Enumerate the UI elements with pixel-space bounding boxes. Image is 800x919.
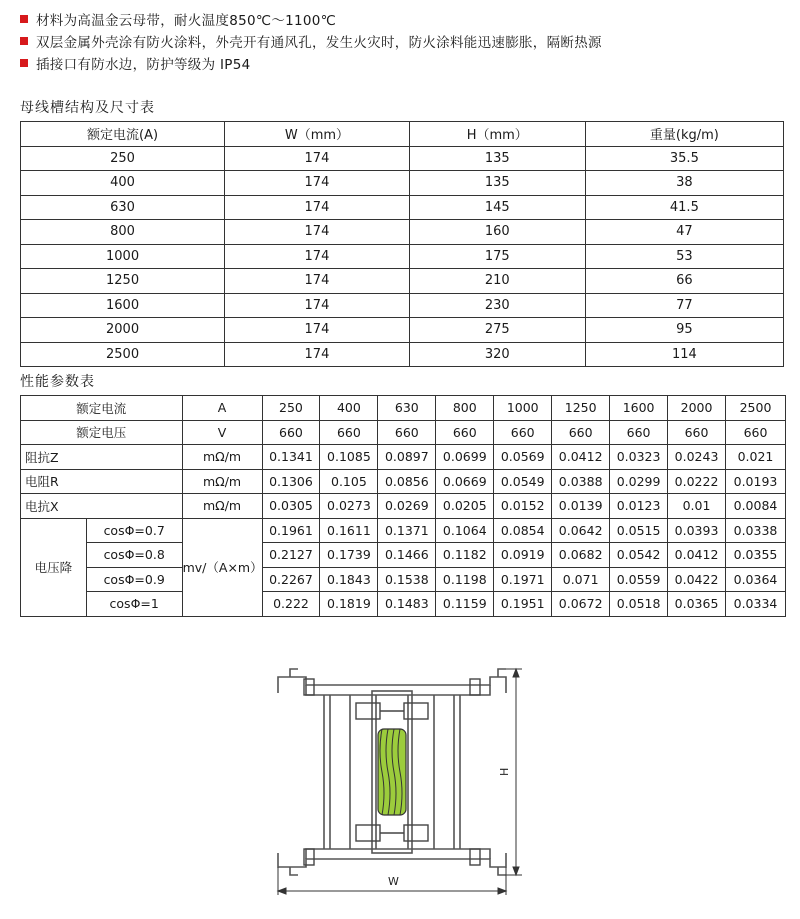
table-cell: 174 bbox=[225, 318, 410, 343]
table-row bbox=[21, 469, 786, 494]
table-cell: 53 bbox=[585, 244, 783, 269]
table-row bbox=[21, 293, 784, 318]
table-cell: 0.0139 bbox=[552, 494, 610, 519]
table-cell: 0.0699 bbox=[436, 445, 494, 470]
bullet-square-icon bbox=[20, 15, 28, 23]
table-cell: 0.1182 bbox=[436, 543, 494, 568]
column-header: H（mm） bbox=[409, 122, 585, 147]
table-cell: 174 bbox=[225, 269, 410, 294]
table-cell: 0.0569 bbox=[494, 445, 552, 470]
table-row bbox=[21, 146, 784, 171]
table-row bbox=[21, 220, 784, 245]
table-cell: 1000 bbox=[494, 396, 552, 421]
table-cell: 660 bbox=[668, 420, 726, 445]
structure-size-table bbox=[20, 121, 784, 367]
unit-cell: V bbox=[182, 420, 262, 445]
table-cell: 174 bbox=[225, 146, 410, 171]
table-cell: 0.0897 bbox=[378, 445, 436, 470]
table-row bbox=[21, 396, 786, 421]
table-cell: 1600 bbox=[21, 293, 225, 318]
table-cell: 0.0542 bbox=[610, 543, 668, 568]
table-cell: 0.0205 bbox=[436, 494, 494, 519]
table-row bbox=[21, 171, 784, 196]
feature-text: 插接口有防水边，防护等级为 IP54 bbox=[36, 57, 251, 73]
table-cell: 800 bbox=[436, 396, 494, 421]
table-cell: 0.0123 bbox=[610, 494, 668, 519]
table-cell: 175 bbox=[409, 244, 585, 269]
table-cell: 135 bbox=[409, 146, 585, 171]
table-cell: 0.0412 bbox=[552, 445, 610, 470]
table-cell: 275 bbox=[409, 318, 585, 343]
table-cell: 0.0243 bbox=[668, 445, 726, 470]
table-cell: 660 bbox=[378, 420, 436, 445]
unit-cell: mv/（A×m） bbox=[182, 518, 262, 616]
table-cell: 0.0222 bbox=[668, 469, 726, 494]
table-row bbox=[21, 445, 786, 470]
feature-item bbox=[20, 8, 602, 30]
table-cell: 0.1483 bbox=[378, 592, 436, 617]
height-label: H bbox=[498, 767, 511, 776]
row-label: 阻抗Z bbox=[21, 445, 183, 470]
table-cell: 174 bbox=[225, 220, 410, 245]
table-cell: 0.0388 bbox=[552, 469, 610, 494]
table-cell: 41.5 bbox=[585, 195, 783, 220]
performance-table bbox=[20, 395, 786, 617]
table-cell: 400 bbox=[21, 171, 225, 196]
row-label: 额定电流 bbox=[21, 396, 183, 421]
table-cell: 0.0364 bbox=[726, 567, 786, 592]
table-cell: 0.01 bbox=[668, 494, 726, 519]
table-row bbox=[21, 543, 786, 568]
table-cell: 0.105 bbox=[320, 469, 378, 494]
table-cell: 0.0152 bbox=[494, 494, 552, 519]
table-row bbox=[21, 420, 786, 445]
table-cell: 0.0334 bbox=[726, 592, 786, 617]
table-cell: 630 bbox=[21, 195, 225, 220]
table-cell: 0.0672 bbox=[552, 592, 610, 617]
table-cell: 174 bbox=[225, 293, 410, 318]
table-cell: 0.1961 bbox=[262, 518, 320, 543]
table-cell: 66 bbox=[585, 269, 783, 294]
performance-table-title: 性能参数表 bbox=[20, 374, 95, 390]
table-cell: 0.2127 bbox=[262, 543, 320, 568]
feature-text: 双层金属外壳涂有防火涂料，外壳开有通风孔，发生火灾时，防火涂料能迅速膨胀，隔断热源 bbox=[36, 35, 602, 51]
table-cell: 1000 bbox=[21, 244, 225, 269]
table-cell: 0.1371 bbox=[378, 518, 436, 543]
table-cell: 0.1159 bbox=[436, 592, 494, 617]
table-cell: 0.0084 bbox=[726, 494, 786, 519]
table-row bbox=[21, 518, 786, 543]
feature-item bbox=[20, 52, 602, 74]
table-cell: 0.1971 bbox=[494, 567, 552, 592]
table-row bbox=[21, 494, 786, 519]
bullet-square-icon bbox=[20, 37, 28, 45]
table-cell: 2500 bbox=[726, 396, 786, 421]
table-cell: 0.0365 bbox=[668, 592, 726, 617]
table-cell: 0.0193 bbox=[726, 469, 786, 494]
column-header: 额定电流(A) bbox=[21, 122, 225, 147]
table-cell: 0.0412 bbox=[668, 543, 726, 568]
table-cell: 2000 bbox=[668, 396, 726, 421]
table-cell: 0.1064 bbox=[436, 518, 494, 543]
row-label: 电阻R bbox=[21, 469, 183, 494]
table-cell: 0.0393 bbox=[668, 518, 726, 543]
table-cell: 1250 bbox=[21, 269, 225, 294]
table-cell: 0.1466 bbox=[378, 543, 436, 568]
table-cell: 0.0269 bbox=[378, 494, 436, 519]
table-cell: 660 bbox=[320, 420, 378, 445]
feature-text: 材料为高温金云母带，耐火温度850℃～1100℃ bbox=[36, 13, 337, 29]
table-cell: 0.0549 bbox=[494, 469, 552, 494]
table-row bbox=[21, 342, 784, 367]
width-label: W bbox=[388, 875, 399, 888]
table-cell: 135 bbox=[409, 171, 585, 196]
table-cell: 0.1341 bbox=[262, 445, 320, 470]
table-row bbox=[21, 592, 786, 617]
table-cell: 114 bbox=[585, 342, 783, 367]
table-cell: 0.021 bbox=[726, 445, 786, 470]
table-cell: 660 bbox=[726, 420, 786, 445]
table-cell: 174 bbox=[225, 195, 410, 220]
column-header: W（mm） bbox=[225, 122, 410, 147]
table-cell: 0.0515 bbox=[610, 518, 668, 543]
table-cell: 0.1739 bbox=[320, 543, 378, 568]
table-cell: 95 bbox=[585, 318, 783, 343]
table-cell: 0.1951 bbox=[494, 592, 552, 617]
power-factor-label: cosΦ=0.8 bbox=[86, 543, 182, 568]
table-cell: 0.0669 bbox=[436, 469, 494, 494]
table-cell: 800 bbox=[21, 220, 225, 245]
structure-table-title: 母线槽结构及尺寸表 bbox=[20, 100, 155, 116]
table-cell: 660 bbox=[552, 420, 610, 445]
table-cell: 0.0518 bbox=[610, 592, 668, 617]
unit-cell: A bbox=[182, 396, 262, 421]
table-cell: 0.1085 bbox=[320, 445, 378, 470]
power-factor-label: cosΦ=0.7 bbox=[86, 518, 182, 543]
table-cell: 210 bbox=[409, 269, 585, 294]
table-cell: 0.0355 bbox=[726, 543, 786, 568]
table-cell: 174 bbox=[225, 342, 410, 367]
power-factor-label: cosΦ=1 bbox=[86, 592, 182, 617]
unit-cell: mΩ/m bbox=[182, 469, 262, 494]
table-cell: 0.071 bbox=[552, 567, 610, 592]
table-cell: 1250 bbox=[552, 396, 610, 421]
table-cell: 2000 bbox=[21, 318, 225, 343]
table-cell: 174 bbox=[225, 171, 410, 196]
voltage-drop-label: 电压降 bbox=[21, 518, 87, 616]
table-cell: 38 bbox=[585, 171, 783, 196]
table-cell: 174 bbox=[225, 244, 410, 269]
table-header-row bbox=[21, 122, 784, 147]
table-cell: 0.0323 bbox=[610, 445, 668, 470]
table-cell: 0.0299 bbox=[610, 469, 668, 494]
table-cell: 145 bbox=[409, 195, 585, 220]
mica-insulation-icon bbox=[378, 729, 406, 815]
table-cell: 320 bbox=[409, 342, 585, 367]
table-cell: 0.0856 bbox=[378, 469, 436, 494]
table-cell: 230 bbox=[409, 293, 585, 318]
table-cell: 160 bbox=[409, 220, 585, 245]
table-cell: 47 bbox=[585, 220, 783, 245]
table-cell: 2500 bbox=[21, 342, 225, 367]
table-cell: 0.0682 bbox=[552, 543, 610, 568]
unit-cell: mΩ/m bbox=[182, 494, 262, 519]
row-label: 电抗X bbox=[21, 494, 183, 519]
table-cell: 0.0338 bbox=[726, 518, 786, 543]
table-cell: 0.222 bbox=[262, 592, 320, 617]
column-header: 重量(kg/m) bbox=[585, 122, 783, 147]
table-cell: 1600 bbox=[610, 396, 668, 421]
table-row bbox=[21, 318, 784, 343]
table-cell: 660 bbox=[262, 420, 320, 445]
feature-item bbox=[20, 30, 602, 52]
busway-cross-section-drawing bbox=[270, 655, 530, 905]
table-cell: 0.1843 bbox=[320, 567, 378, 592]
table-cell: 0.0642 bbox=[552, 518, 610, 543]
table-cell: 660 bbox=[436, 420, 494, 445]
table-cell: 0.0559 bbox=[610, 567, 668, 592]
table-cell: 0.0854 bbox=[494, 518, 552, 543]
row-label: 额定电压 bbox=[21, 420, 183, 445]
feature-list bbox=[20, 8, 602, 74]
table-row bbox=[21, 269, 784, 294]
table-cell: 35.5 bbox=[585, 146, 783, 171]
table-cell: 630 bbox=[378, 396, 436, 421]
power-factor-label: cosΦ=0.9 bbox=[86, 567, 182, 592]
table-row bbox=[21, 567, 786, 592]
table-cell: 400 bbox=[320, 396, 378, 421]
table-cell: 0.1306 bbox=[262, 469, 320, 494]
table-cell: 77 bbox=[585, 293, 783, 318]
table-cell: 0.0919 bbox=[494, 543, 552, 568]
table-cell: 660 bbox=[610, 420, 668, 445]
table-cell: 250 bbox=[21, 146, 225, 171]
table-cell: 0.0422 bbox=[668, 567, 726, 592]
table-cell: 0.0305 bbox=[262, 494, 320, 519]
table-cell: 250 bbox=[262, 396, 320, 421]
table-cell: 660 bbox=[494, 420, 552, 445]
table-cell: 0.1611 bbox=[320, 518, 378, 543]
table-cell: 0.0273 bbox=[320, 494, 378, 519]
table-cell: 0.1198 bbox=[436, 567, 494, 592]
table-cell: 0.1538 bbox=[378, 567, 436, 592]
table-cell: 0.2267 bbox=[262, 567, 320, 592]
table-cell: 0.1819 bbox=[320, 592, 378, 617]
unit-cell: mΩ/m bbox=[182, 445, 262, 470]
table-row bbox=[21, 195, 784, 220]
bullet-square-icon bbox=[20, 59, 28, 67]
table-row bbox=[21, 244, 784, 269]
